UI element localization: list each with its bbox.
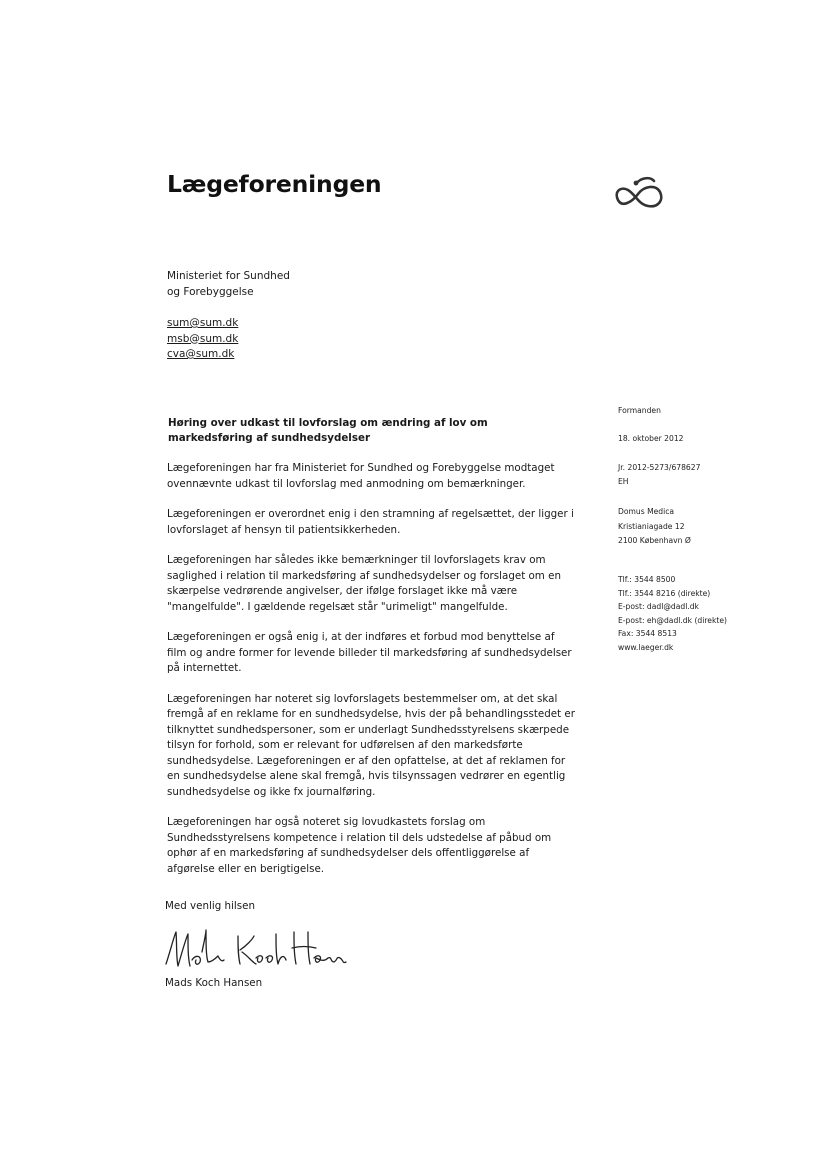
- body-paragraph: Lægeforeningen er også enig i, at der indføres et forbud mod benyttelse af film og andre former for levende billeder til markedsføring af sundhedsydelser på internettet.: [167, 631, 572, 674]
- body-paragraph: Lægeforeningen har noteret sig lovforslagets bestemmelser om, at det skal fremgå af en reklame for en sundhedsydelse, hvis der på behandlingsstedet er tilknyttet sundhedspersoner, som er underlagt Sundhedsstyrelsens skærpede tilsyn for forhold, som er relevant for udførelsen af den markedsførte sundhedsydelse. Lægeforeningen er af den opfattelse, at det af reklamen for en sundhedsydelse alene skal fremgå, hvis tilsynssagen vedrører en egentlig sundhedsydelse og ikke fx journalføring.: [167, 692, 575, 798]
- org-logo-text: Lægeforeningen: [167, 170, 382, 198]
- recipient-address: [167, 268, 290, 300]
- body-paragraph: Lægeforeningen har fra Ministeriet for Sundhed og Forebyggelse modtaget ovennævnte udkast til lovforslag med anmodning om bemærkninger.: [167, 462, 555, 490]
- address-line: Kristianiagade 12: [618, 521, 685, 531]
- email-link[interactable]: cva@sum.dk: [167, 348, 235, 360]
- contact-info: [618, 573, 727, 654]
- reference-line: EH: [618, 476, 629, 486]
- contact-line: Tlf.: 3544 8500: [618, 575, 676, 584]
- address-line: 2100 København Ø: [618, 536, 691, 545]
- letter-date: 18. oktober 2012: [618, 434, 684, 443]
- letter-subject: Høring over udkast til lovforslag om ændring af lov om markedsføring af sundhedsydelser: [168, 417, 488, 444]
- recipient-emails: [167, 316, 238, 363]
- email-link[interactable]: sum@sum.dk: [167, 317, 239, 329]
- body-paragraph: Lægeforeningen har også noteret sig lovudkastets forslag om Sundhedsstyrelsens kompetence i relation til dels udstedelse af påbud om ophør af en markedsføring af sundhedsydelser dels offentliggørelse af afgørelse eller en berigtigelse.: [167, 816, 552, 875]
- sender-role: Formanden: [618, 406, 661, 415]
- handwritten-signature: [160, 922, 350, 978]
- address-line: Domus Medica: [618, 507, 675, 516]
- contact-line: www.laeger.dk: [618, 642, 674, 652]
- contact-line: E-post: dadl@dadl.dk: [618, 602, 699, 611]
- signer-name: Mads Koch Hansen: [165, 977, 263, 989]
- sender-address: [618, 505, 691, 549]
- snake-staff-emblem-icon: [610, 170, 666, 216]
- email-link[interactable]: msb@sum.dk: [167, 332, 239, 345]
- recipient-line: og Forebyggelse: [167, 286, 254, 298]
- body-paragraph: Lægeforeningen har således ikke bemærkninger til lovforslagets krav om saglighed i relation til markedsføring af sundhedsydelser og forslaget om en skærpelse vedrørende angivelser, der ifølge forslaget ikke må være "mangelfulde". I gældende regelsæt står "urimeligt" mangelfulde.: [167, 554, 561, 613]
- contact-line: Fax: 3544 8513: [618, 629, 677, 638]
- reference-line: Jr. 2012-5273/678627: [618, 463, 701, 472]
- reference-block: [618, 461, 700, 488]
- recipient-line: Ministeriet for Sundhed: [167, 270, 290, 282]
- contact-line: E-post: eh@dadl.dk (direkte): [618, 615, 727, 625]
- contact-line: Tlf.: 3544 8216 (direkte): [618, 588, 711, 598]
- closing-phrase: Med venlig hilsen: [165, 900, 255, 912]
- letter-body: [167, 461, 577, 892]
- body-paragraph: Lægeforeningen er overordnet enig i den stramning af regelsættet, der ligger i lovforslaget af hensyn til patientsikkerheden.: [167, 508, 574, 536]
